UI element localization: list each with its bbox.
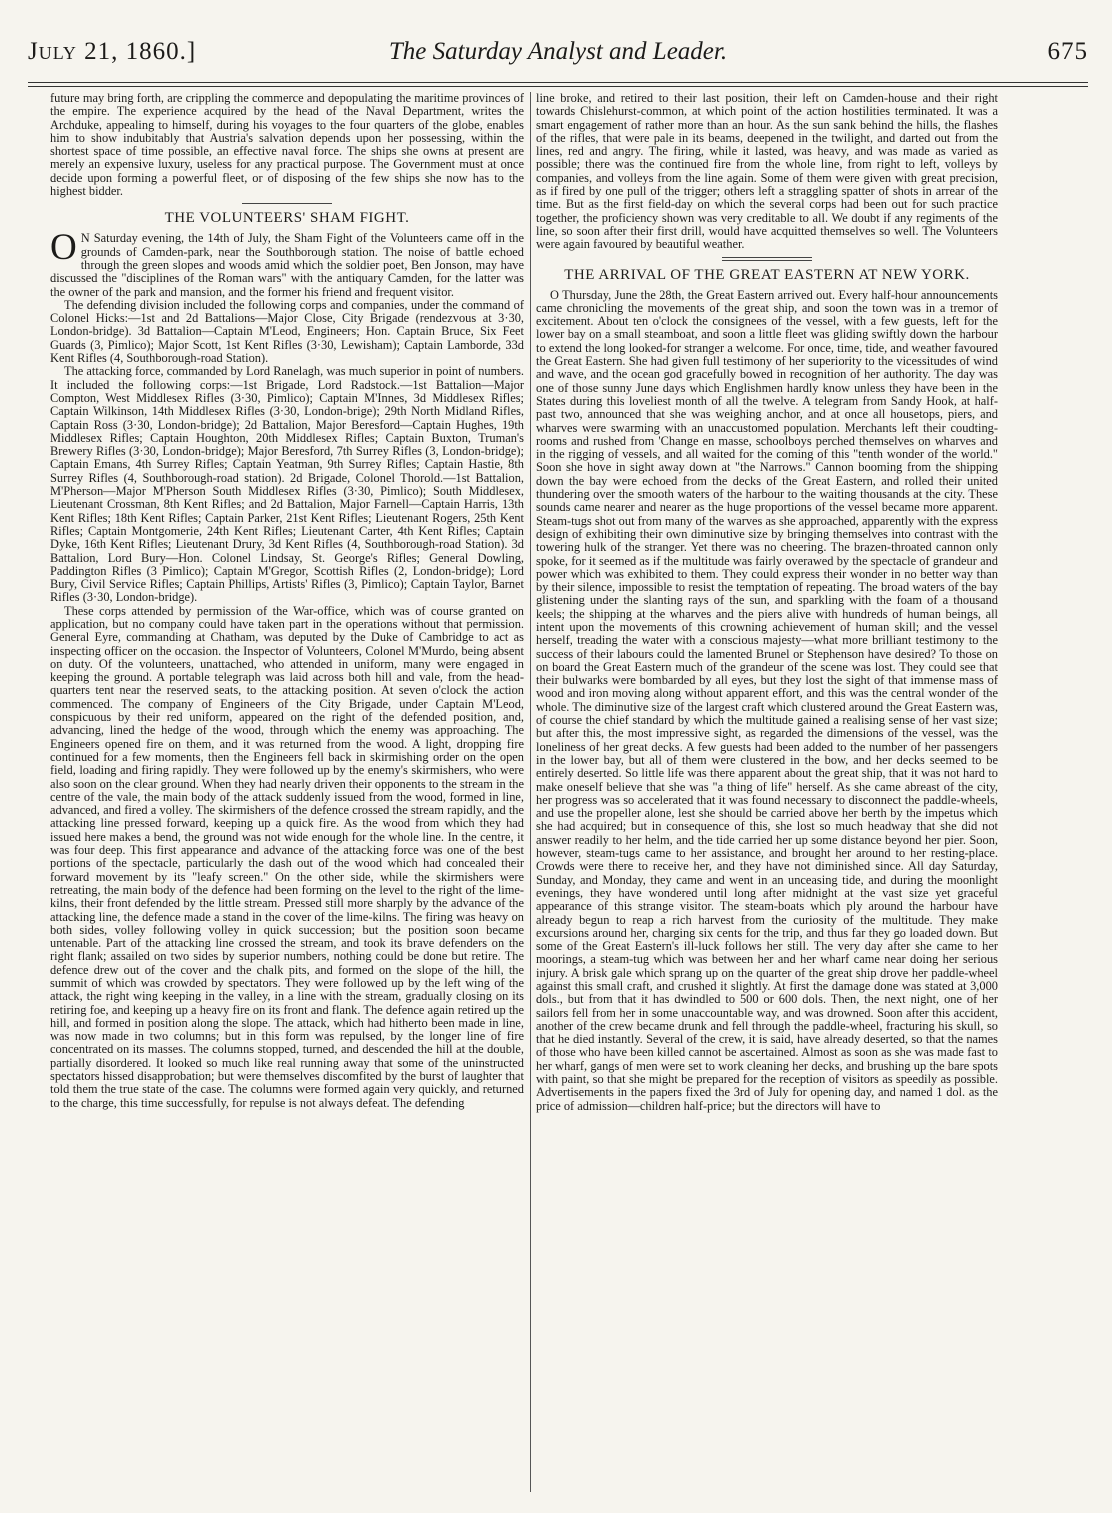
paragraph-text: N Saturday evening, the 14th of July, the Sham Fight of the Volunteers came off in the grounds of Camden-park, near the Southborough station. The noise of battle echoed through the green slopes and woods amid which the soldier poet, Ben Jonson, may have discussed the "disciplines of the Roman wars" with the antiquary Camden, for the latter was the owner of the park and mansion, and the former his friend and frequent visitor. — [50, 231, 524, 299]
issue-date: July 21, 1860.] — [28, 38, 197, 65]
article-paragraph: The attacking force, commanded by Lord Ranelagh, was much superior in point of numbers. It included the following corps:—1st Brigade, Lord Radstock.—1st Battalion—Major Compton, West Middlesex Rifles (3·30, Pimlico); Captain M'Innes, 3d Middlesex Rifles; Captain Wilkinson, 14th Middlesex Rifles (3·30, London-brige); 29th North Midland Rifles, Captain Ross (3·30, London-bridge); 2d Battalion, Major Beresford—Captain Hughes, 19th Middlesex Rifles; Captain Houghton, 20th Middlesex Rifles; Captain Buxton, Truman's Brewery Rifles (3·30, London-bridge); Major Beresford, 7th Surrey Rifles (3, London-bridge); Captain Emans, 4th Surrey Rifles; Captain Yeatman, 9th Surrey Rifles; Captain Hastie, 8th Surrey Rifles (4, Southborough-road station). 2d Brigade, Colonel Thorold.—1st Battalion, M'Pherson—Major M'Pherson South Middlesex Rifles (3·30, Pimlico); South Middlesex, Lieutenant Crossman, 8th Kent Rifles; and 2d Battalion, Major Farnell—Captain Harris, 13th Kent Rifles; 18th Kent Rifles; Captain Parker, 21st Kent Rifles; Lieutenant Rogers, 25th Kent Rifles; Captain Montgomerie, 24th Kent Rifles; Lieutenant Carter, 4th Kent Rifles; Captain Dyke, 16th Kent Rifles; Lieutenant Drury, 3d Kent Rifles (4, Southborough-road Station). 3d Battalion, Lord Bury—Hon. Colonel Lindsay, St. George's Rifles; General Dowling, Paddington Rifles (3 Pimlico); Captain M'Gregor, Scottish Rifles (2, London-bridge); Lord Bury, Civil Service Rifles; Captain Phillips, Artists' Rifles (3, Pimlico); Captain Taylor, Barnet Rifles (3·30, London-bridge). — [50, 364, 524, 605]
header-rule — [28, 82, 1088, 83]
article-paragraph: The defending division included the following corps and companies, under the command of Colonel Hicks:—1st and 2d Battalions—Major Close, City Brigade (rendezvous at 3·30, London-bridge). 3d Battalion—Captain M'Leod, Engineers; Hon. Captain Bruce, Six Feet Guards (3, Pimlico); Major Scott, 1st Kent Rifles (3·30, Lewisham); Captain Lamborde, 33d Kent Rifles (4, Southborough-road Station). — [50, 297, 524, 366]
intro-paragraph: future may bring forth, are crippling the commerce and depopulating the maritime provinces of the empire. The experience acquired by the head of the Naval Department, writes the Archduke, appealing to himself, during his voyages to the four quarters of the globe, enables him to show indubitably that Austria's salvation depends upon her possessing, within the shortest space of time possible, an effective naval force. The ships she owns at present are merely an expensive luxury, useless for any practical purpose. The Government must at once decide upon forming a powerful fleet, or of disposing of the few ships she now has to the highest bidder. — [50, 91, 524, 199]
column-divider — [530, 92, 531, 1492]
right-column — [536, 92, 998, 1113]
article-title-volunteers: THE VOLUNTEERS' SHAM FIGHT. — [164, 210, 410, 227]
page-number: 675 — [1047, 38, 1088, 65]
section-separator — [722, 257, 812, 261]
article-paragraph: These corps attended by permission of the War-office, which was of course granted on application, but no company could have taken part in the operations without that permission. General Eyre, commanding at Chatham, was deputed by the Duke of Cambridge to act as inspecting officer on the occasion. the Inspector of Volunteers, Colonel M'Murdo, being absent on duty. Of the volunteers, unattached, who attended in uniform, many were engaged in keeping the ground. A portable telegraph was laid across both hill and vale, from the head-quarters tent near the reserved seats, to the attacking position. At seven o'clock the action commenced. The company of Engineers of the City Brigade, under Captain M'Leod, conspicuous by their red uniform, appeared on the right of the defended position, and, advancing, lined the hedge of the wood, through which the enemy was approaching. The Engineers opened fire on them, and it was returned from the wood. A light, dropping fire continued for a few moments, then the Engineers fell back in skirmishing order on the open field, loading and firing rapidly. They were followed up by the enemy's skirmishers, who were also soon on the clear ground. When they had nearly driven their opponents to the stream in the centre of the vale, the main body of the attack suddenly issued from the wood, formed in line, advanced, and fired a volley. The skirmishers of the defence crossed the stream rapidly, and the attacking line pressed forward, keeping up a quick fire. As the wood from which they had issued here makes a bend, the ground was not wide enough for the whole line. In the centre, it was four deep. This first appearance and advance of the attacking force was one of the best portions of the spectacle, particularly the dash out of the wood which had concealed their forward movement by its "leafy screen." On the other side, while the skirmishers were retreating, the main body of the defence had been forming on the level to the right of the lime-kilns, their front defended by the little stream. Pressed still more sharply by the advance of the attacking line, the defence made a stand in the cover of the lime-kilns. The firing was heavy on both sides, volley following volley in quick succession; but the position soon became untenable. Part of the attacking line crossed the stream, and took its brave defenders on the right flank; assailed on two sides by superior numbers, nothing could be done but retire. The defence drew out of the cover and the chalk pits, and formed on the slope of the hill, the summit of which was crowded by spectators. They were followed up by the left wing of the attack, the right wing keeping in the valley, in a line with the stream, gradually closing on its retiring foe, and keeping up a heavy fire on its front and flank. The defence again retired up the hill, and formed in position along the slope. The attack, which had hitherto been made in line, was now made in two columns; but in this form was repulsed, by the longer line of fire concentrated on its masses. The columns stopped, turned, and descended the hill at the double, partially disordered. It looked so much like real running away that some of the uninstructed spectators hissed disapprobation; but were themselves discomfited by the burst of laughter that told them the true state of the case. The columns were formed again very quickly, and returned to the charge, this time successfully, for repulse is not always defeat. The defending — [50, 603, 524, 1110]
article-paragraph: O Thursday, June the 28th, the Great Eastern arrived out. Every half-hour announcements came chronicling the movements of the great ship, and soon the town was in a tremor of excitement. About ten o'clock the consignees of the vessel, with a few guests, left for the lower bay on a small steamboat, and soon a little fleet was gliding swiftly down the harbour to extend the long looked-for stranger a welcome. For once, time, tide, and weather favoured the Great Eastern. She had given full testimony of her superiority to the vicessitudes of wind and wave, and the ocean god gracefully bowed in recognition of her authority. The day was one of those sunny June days which Englishmen hardly know unless they have been in the States during this loveliest month of all the twelve. A telegram from Sandy Hook, at half-past two, announced that she was weighing anchor, and at once all housetops, piers, and wharves were swarming with an unaccustomed population. Merchants left their coudting-rooms and rushed from 'Change en masse, schoolboys perched themselves on wharves and in the rigging of vessels, and all waited for the coming of this "tenth wonder of the world." Soon she hove in sight away down at "the Narrows." Cannon booming from the shipping down the bay were echoed from the decks of the Great Eastern, and rolled their united thundering over the smooth waters of the harbour to the waiting thousands at the city. These sounds came nearer and nearer as the huge proportions of the vessel became more apparent. Steam-tugs shot out from many of the warves as she approached, apparently with the express design of exhibiting their own diminutive size by bringing themselves into contrast with the towering hulk of the stranger. Yet there was no cheering. The brazen-throated cannon only spoke, for it seemed as if the multitude was fairly overawed by the spectacle of grandeur and power which was exhibited to them. They could express their wonder in no better way than by their silence, impossible to resist the temptation of repeating. The broad waters of the bay glistening under the slanting rays of the sun, and sparkling with the foam of a thousand keels; the shipping at the wharves and the piers alive with hundreds of human beings, all intent upon the movements of this crowning achievement of human skill; and the vessel herself, treading the water with a conscious majesty—what more brilliant testimony to the success of their labours could the lamented Brunel or Stephenson have desired? To those on on board the Great Eastern much of the grandeur of the scene was lost. They could see that their bulwarks were bombarded by all eyes, but they lost the sight of that immense mass of wood and iron moving along without apparent effort, and this was the central wonder of the whole. The diminutive size of the largest craft which clustered around the Great Eastern was, of course the chief standard by which the multitude gained a realising sense of her vast size; but after this, the most impressive sight, as regarded the dimensions of the vessel, was the loneliness of her great decks. A few guests had been added to the number of her passengers in the lower bay, but all of them were clustered in the bow, and her decks seemed to be entirely deserted. So little life was there apparent about the great ship, that it was not hard to make oneself believe that she was "a thing of life" herself. As she came abreast of the city, her progress was so accelerated that it was found necessary to disconnect the paddle-wheels, and use the propeller alone, lest she should be carried above her berth by the impetus which she had acquired; but in consequence of this, she lost so much headway that she did not answer readily to her helm, and the tide carried her up some distance beyond her pier. Soon, however, steam-tugs came to her assistance, and brought her around to her resting-place. Crowds were there to receive her, and they have not diminished since. All day Saturday, Sunday, and Monday, they came and went in an unceasing tide, and during the moonlight evenings, they have wondered until long after midnight at the vast size yet graceful appearance of this strange visitor. The steam-boats which ply around the harbour have already begun to reap a rich harvest from the curiosity of the multitude. They make excursions around her, charging six cents for the trip, and thus far they go loaded down. But some of the Great Eastern's ill-luck follows her still. The very day after she came to her moorings, a steam-tug which was between her and her wharf came near doing her serious injury. A brisk gale which sprang up on the quarter of the great ship drove her paddle-wheel against this small craft, and crushed it slightly. At first the damage done was stated at 3,000 dols., but from that it has dwindled to 500 or 600 dols. Then, the next night, one of her sailors fell from her in some unaccountable way, and was drowned. Soon after this accident, another of the crew became drunk and fell through the paddle-wheel, fracturing his skull, so that he died instantly. Several of the crew, it is said, have already deserted, so that the names of those who have been killed cannot be ascertained. Almost as soon as she was made fast to her wharf, gangs of men were set to work cleaning her decks, and brushing up the bare spots with paint, so that she might be prepared for the reception of visitors as speedily as possible. Advertisements in the papers fixed the 3rd of July for opening day, and named 1 dol. as the price of admission—children half-price; but the directors will have to — [536, 287, 998, 1113]
continuation-paragraph: line broke, and retired to their last position, their left on Camden-house and their right towards Chislehurst-common, at which point of the action hostilities terminated. It was a smart engagement of rather more than an hour. As the sun sank behind the hills, the flashes of the rifles, that were pale in its beams, deepened in the twilight, and darted out from the lines, red and angry. The firing, while it lasted, was heavy, and was made as varied as possible; there was the continued fire from the whole line, from right to left, volleys by companies, and volleys from the line again. Some of them were given with great precision, as if fired by one pull of the trigger; others left a straggling spatter of shots in arrear of the time. But as the first field-day on which the several corps had been out for such practice together, the proficiency shown was very creditable to all. We doubt if any regiments of the line, so soon after their first drill, would have acquitted themselves so well. The Volunteers were again favoured by beautiful weather. — [536, 91, 998, 252]
page-header — [28, 38, 1088, 74]
header-rule-inner — [28, 86, 1088, 87]
drop-cap: O — [50, 227, 77, 269]
publication-title: The Saturday Analyst and Leader. — [388, 38, 728, 65]
left-column — [50, 92, 524, 1110]
article-title-great-eastern: THE ARRIVAL OF THE GREAT EASTERN AT NEW YORK. — [564, 266, 970, 283]
section-separator — [242, 203, 332, 204]
article-paragraph — [50, 227, 524, 299]
